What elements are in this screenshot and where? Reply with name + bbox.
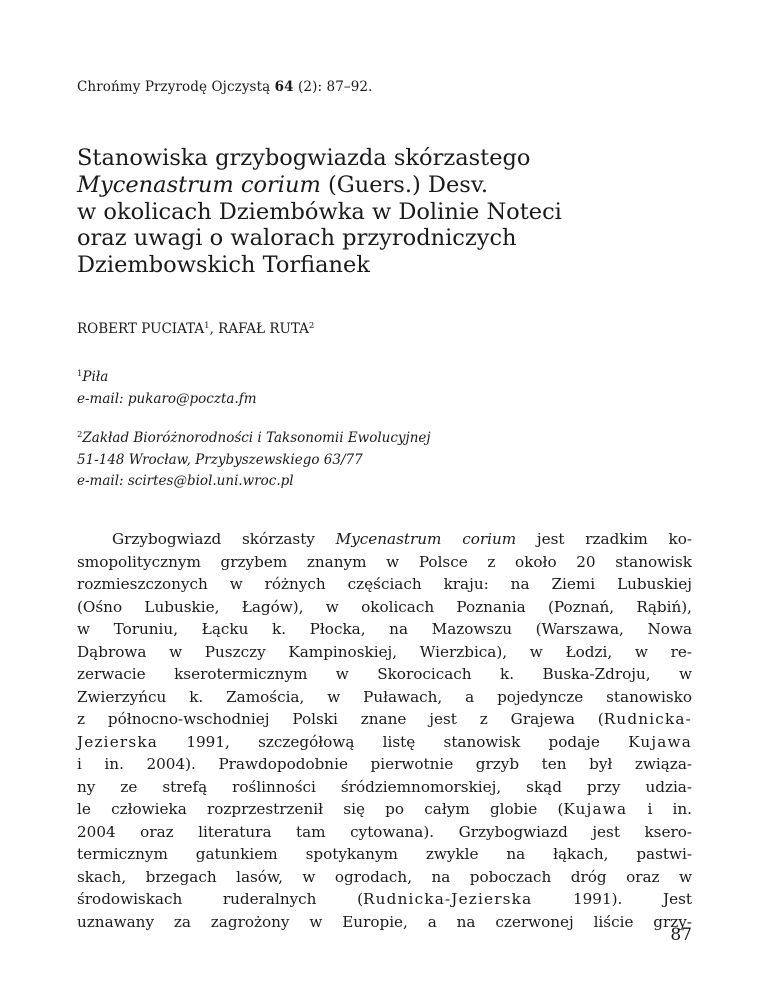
title-species-author: (Guers.) Desv. — [320, 171, 489, 198]
affiliation-2-institute — [77, 425, 431, 450]
body-text-run: z północno-wschodniej Polski znane jest z Grajewa ( — [77, 710, 604, 728]
body-text-run: środowiskach ruderalnych ( — [77, 890, 364, 908]
affiliation-1-city: Piła — [82, 369, 109, 385]
author-2: RAFAŁ RUTA — [218, 321, 309, 337]
journal-name: Chrońmy Przyrodę Ojczystą — [77, 79, 275, 95]
body-paragraph — [77, 528, 692, 933]
author-2-affiliation-mark: 2 — [308, 321, 315, 331]
page-number: 87 — [670, 925, 692, 945]
body-line — [77, 708, 692, 731]
title-line-4: oraz uwagi o walorach przyrodniczych — [77, 225, 517, 252]
body-line: smopolitycznym grzybem znanym w Polsce z około 20 stanowisk — [77, 552, 692, 571]
title-line-5: Dziembowskich Torfianek — [77, 252, 370, 279]
body-text-run: i in. — [627, 800, 692, 818]
affiliation-1-mark: 1 — [77, 369, 83, 379]
article-title — [77, 145, 717, 279]
body-line: Dąbrowa w Puszczy Kampinoskiej, Wierzbica), w Łodzi, w re- — [77, 642, 692, 661]
journal-citation — [77, 79, 373, 95]
body-line: ny ze strefą roślinności śródziemnomorskiej, skąd przy udzia- — [77, 777, 692, 796]
body-line: (Ośno Lubuskie, Łagów), w okolicach Poznania (Poznań, Rąbiń), — [77, 597, 692, 616]
species-name: Mycenastrum corium — [335, 530, 517, 548]
body-line: skach, brzegach lasów, w ogrodach, na poboczach dróg oraz w — [77, 867, 692, 886]
body-line: zerwacie kserotermicznym w Skorocicach k. Buska-Zdroju, w — [77, 665, 692, 683]
title-species-name: Mycenastrum corium — [77, 171, 321, 198]
body-line — [77, 798, 692, 821]
affiliation-2-email: e-mail: scirtes@biol.uni.wroc.pl — [77, 473, 294, 489]
body-text-run: Grzybogwiazd skórzasty — [112, 530, 336, 548]
citation-author: Rudnicka-Jezierska — [363, 890, 533, 908]
body-line: Zwierzyńcu k. Zamościa, w Puławach, a pojedyncze stanowisko — [77, 687, 692, 706]
body-line: termicznym gatunkiem spotykanym zwykle na łąkach, pastwi- — [77, 845, 692, 863]
journal-issue-pages: (2): 87–92. — [293, 79, 373, 95]
citation-author: Kujawa — [628, 732, 692, 751]
citation-author: Jezierska — [77, 732, 159, 751]
journal-volume: 64 — [274, 79, 294, 95]
title-line-2 — [77, 172, 717, 199]
affiliation-2-name: Zakład Bioróżnorodności i Taksonomii Ewolucyjnej — [82, 430, 431, 446]
affiliation-2-mark: 2 — [77, 430, 83, 440]
body-text-run: 1991, szczegółową listę stanowisk podaje — [158, 732, 629, 751]
body-line: w Toruniu, Łącku k. Płocka, na Mazowszu (Warszawa, Nowa — [77, 620, 692, 638]
affiliation-1-email: e-mail: pukaro@poczta.fm — [77, 390, 257, 407]
author-1: ROBERT PUCIATA — [77, 321, 205, 337]
body-line: 2004 oraz literatura tam cytowana). Grzybogwiazd jest ksero- — [77, 822, 692, 841]
affiliation-1 — [77, 364, 257, 410]
body-line — [77, 731, 692, 754]
title-line-3: w okolicach Dziembówka w Dolinie Noteci — [77, 198, 562, 225]
body-text-run: jest rzadkim ko- — [516, 530, 692, 548]
author-1-affiliation-mark: 1 — [204, 321, 210, 331]
citation-author: Rudnicka- — [603, 710, 692, 728]
title-line-1: Stanowiska grzybogwiazda skórzastego — [77, 145, 531, 171]
body-line: i in. 2004). Prawdopodobnie pierwotnie grzyb ten był związa- — [77, 755, 692, 773]
body-text-run: le człowieka rozprzestrzenił się po całym globie ( — [77, 800, 564, 818]
body-line — [77, 528, 692, 551]
body-line: rozmieszczonych w różnych częściach kraju: na Ziemi Lubuskiej — [77, 575, 692, 593]
body-text-run: 1991). Jest — [532, 890, 692, 908]
body-line — [77, 888, 692, 911]
body-line: uznawany za zagrożony w Europie, a na czerwonej liście grzy- — [77, 912, 692, 931]
affiliation-2 — [77, 425, 431, 493]
affiliation-2-address: 51-148 Wrocław, Przybyszewskiego 63/77 — [77, 451, 363, 468]
author-separator: , — [209, 321, 219, 337]
citation-author: Kujawa — [563, 800, 628, 818]
affiliation-1-place — [77, 364, 257, 389]
author-list — [77, 321, 314, 337]
